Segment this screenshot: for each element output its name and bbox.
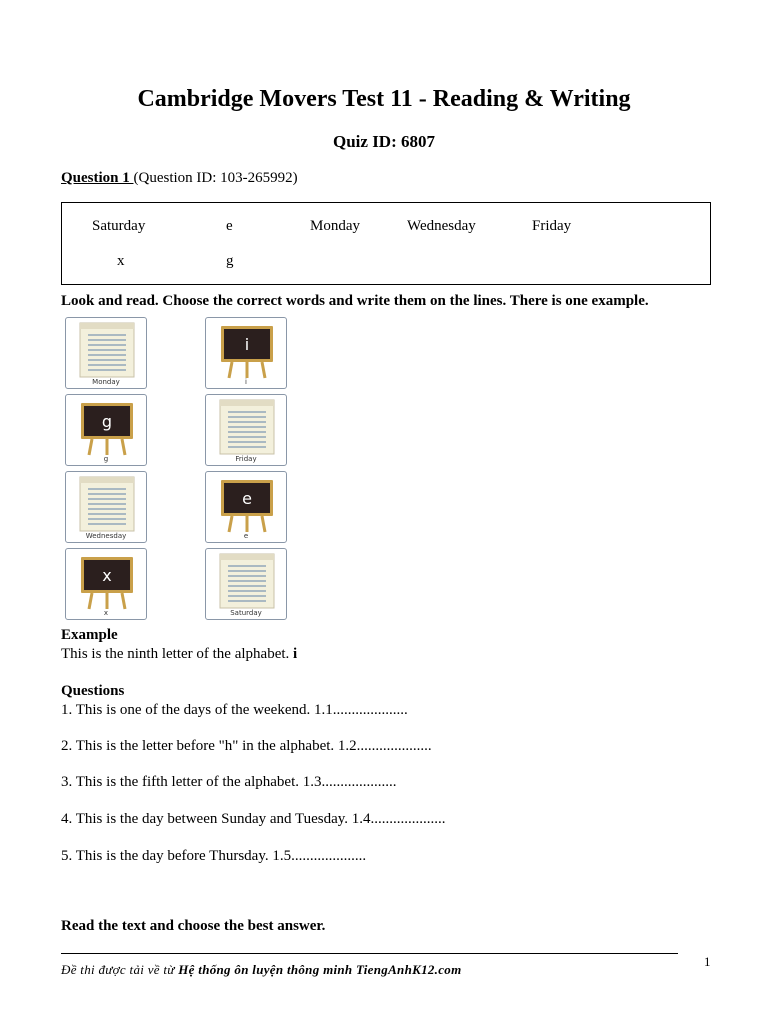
word-box-item: Wednesday <box>407 218 476 234</box>
question-item: 4. This is the day between Sunday and Tuesday. 1.4.................... <box>61 811 446 827</box>
questions-heading: Questions <box>61 683 125 699</box>
chalkboard-icon <box>206 472 287 534</box>
picture-caption: Friday <box>235 455 257 463</box>
picture-grid <box>61 314 291 624</box>
footer-prefix: Đề thi được tải về từ <box>61 962 179 977</box>
word-box-item: Monday <box>310 218 360 234</box>
question-heading <box>61 170 298 187</box>
word-box-item: Friday <box>532 218 572 234</box>
word-box <box>61 202 711 285</box>
word-box-item: Saturday <box>92 218 146 234</box>
board-letter: i <box>244 335 250 354</box>
page-title: Cambridge Movers Test 11 - Reading & Writing <box>137 86 631 112</box>
example-sentence <box>61 646 297 663</box>
word-box-item: x <box>117 253 125 269</box>
word-box-item: g <box>226 253 234 269</box>
picture-card <box>205 317 287 389</box>
example-text: This is the ninth letter of the alphabet. <box>61 646 294 662</box>
quiz-id: Quiz ID: 6807 <box>333 132 435 151</box>
picture-card <box>65 471 147 543</box>
picture-card <box>65 394 147 466</box>
picture-caption: i <box>245 378 247 386</box>
footer-source: Hệ thống ôn luyện thông minh TiengAnhK12.com <box>178 962 462 977</box>
page-number: 1 <box>704 954 711 969</box>
board-letter: g <box>101 412 113 431</box>
calendar-page-icon <box>206 395 287 457</box>
picture-caption: g <box>103 455 109 463</box>
example-answer: i <box>293 646 298 662</box>
picture-card <box>65 317 147 389</box>
picture-card <box>205 394 287 466</box>
board-letter: x <box>102 566 112 585</box>
section-heading: Read the text and choose the best answer. <box>61 918 326 934</box>
question-item: 1. This is one of the days of the weekend. 1.1.................... <box>61 702 408 718</box>
footer-text <box>61 962 462 978</box>
question-label: Question 1 <box>61 170 134 186</box>
footer-divider <box>61 953 678 954</box>
example-heading: Example <box>61 627 118 643</box>
chalkboard-icon <box>206 318 287 380</box>
word-box-item: e <box>226 218 233 234</box>
question-item: 3. This is the fifth letter of the alphabet. 1.3.................... <box>61 774 397 790</box>
calendar-page-icon <box>66 318 147 380</box>
question-id: (Question ID: 103-265992) <box>133 170 298 186</box>
question-item: 5. This is the day before Thursday. 1.5.................... <box>61 848 367 864</box>
picture-caption: Wednesday <box>85 532 127 540</box>
picture-caption: Saturday <box>230 609 262 617</box>
picture-caption: x <box>103 609 109 617</box>
picture-card <box>65 548 147 620</box>
picture-caption: e <box>243 532 249 540</box>
question-item: 2. This is the letter before "h" in the alphabet. 1.2.................... <box>61 738 432 754</box>
chalkboard-icon <box>66 549 147 611</box>
calendar-page-icon <box>66 472 147 534</box>
board-letter: e <box>242 489 252 508</box>
picture-card <box>205 471 287 543</box>
picture-card <box>205 548 287 620</box>
picture-caption: Monday <box>92 378 120 386</box>
calendar-page-icon <box>206 549 287 611</box>
instruction: Look and read. Choose the correct words and write them on the lines. There is one example. <box>61 293 649 309</box>
chalkboard-icon <box>66 395 147 457</box>
